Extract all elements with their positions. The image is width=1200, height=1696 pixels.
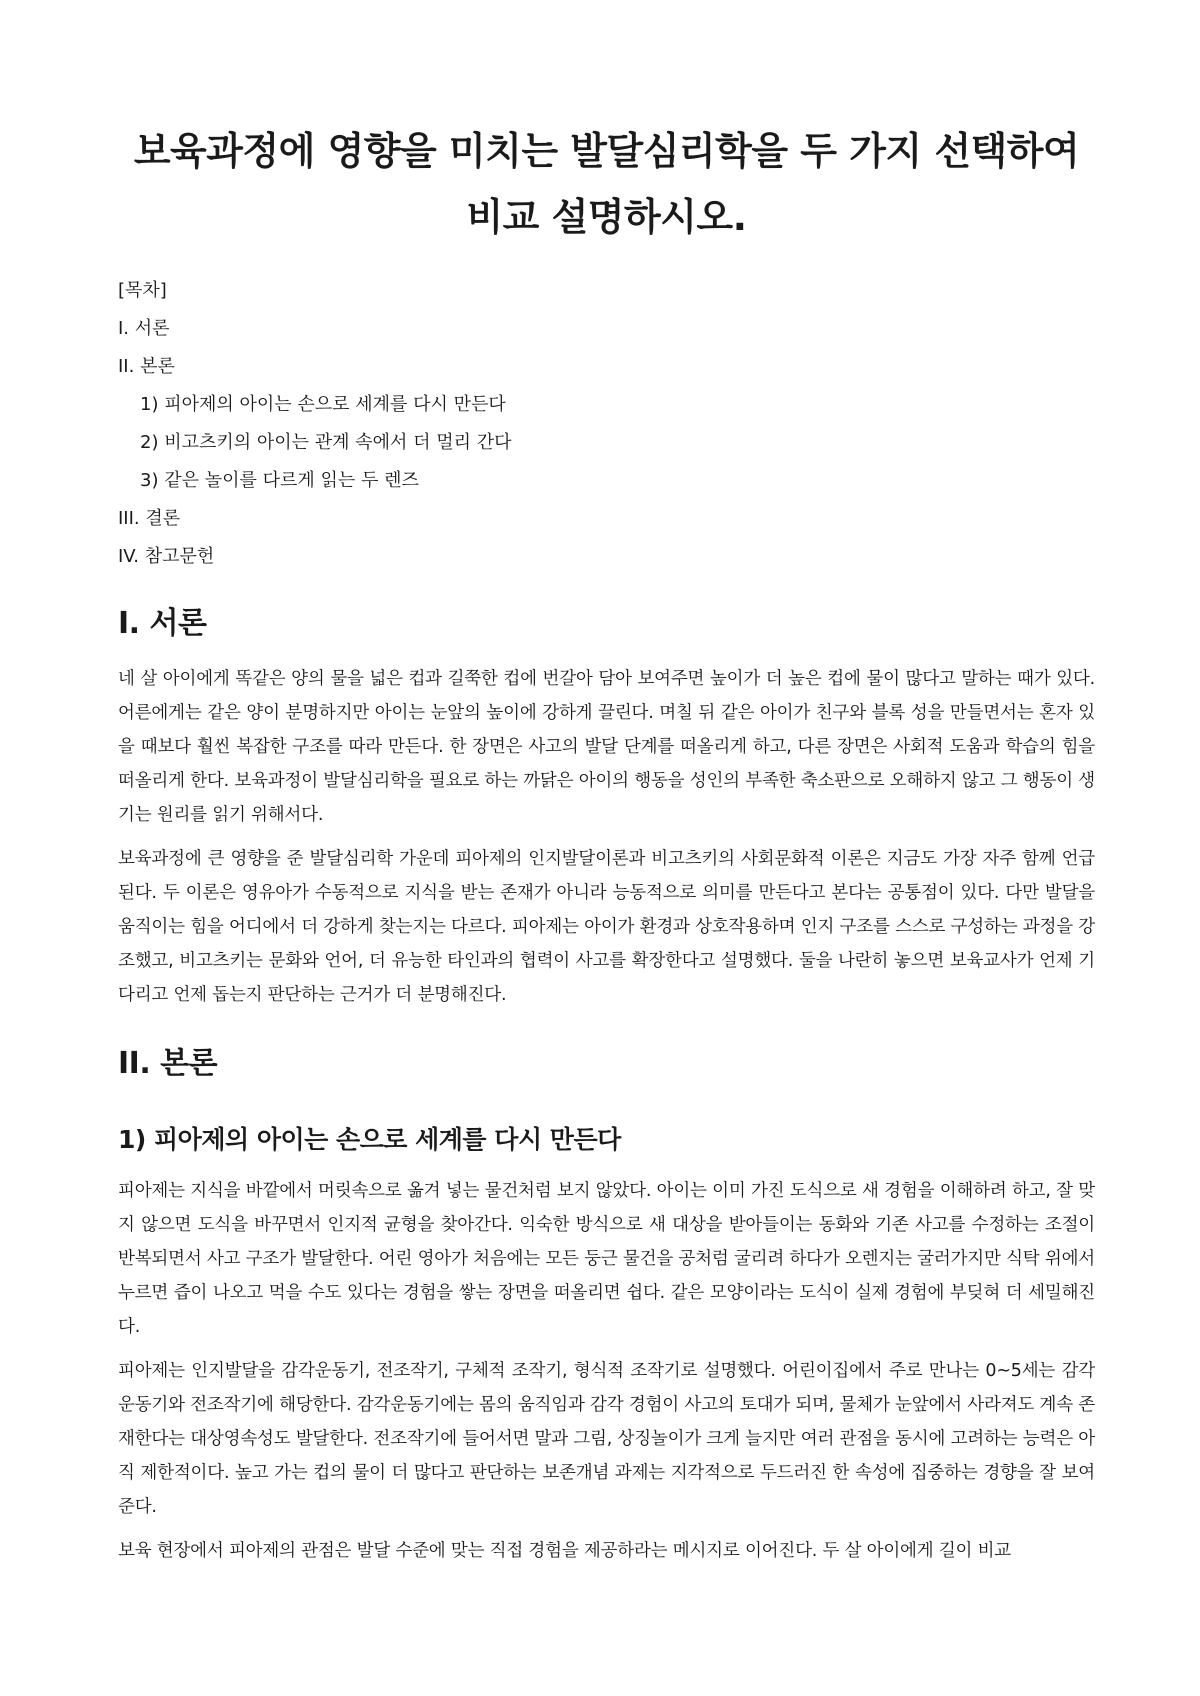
document-title: 보육과정에 영향을 미치는 발달심리학을 두 가지 선택하여 비교 설명하시오. bbox=[133, 129, 1080, 239]
toc-item-body-1: 1) 피아제의 아이는 손으로 세계를 다시 만든다 bbox=[140, 394, 506, 415]
intro-paragraph-1: 네 살 아이에게 똑같은 양의 물을 넓은 컵과 길쭉한 컵에 번갈아 담아 보여주면 높이가 더 높은 컵에 물이 많다고 말하는 때가 있다. 어른에게는 같은 양이 분명하지만 아이는 눈앞의 높이에 강하게 끌린다. 며칠 뒤 같은 아이가 친구와 블록 성을 만들면서는 혼자 있을 때보다 훨씬 복잡한 구조를 따라 만든다. 한 장면은 사고의 발달 단계를 떠올리게 하고, 다른 장면은 사회적 도움과 학습의 힘을 떠올리게 한다. 보육과정이 발달심리학을 필요로 하는 까닭은 아이의 행동을 성인의 부족한 축소판으로 오해하지 않고 그 행동이 생기는 원리를 읽기 위해서다. bbox=[118, 669, 1095, 825]
toc-item-conclusion: III. 결론 bbox=[118, 508, 181, 529]
intro-heading: I. 서론 bbox=[118, 606, 207, 641]
body-section bbox=[118, 1044, 1095, 1568]
toc-item-references: IV. 참고문헌 bbox=[118, 546, 215, 567]
toc-label: [목차] bbox=[118, 280, 167, 301]
body-heading: II. 본론 bbox=[118, 1046, 218, 1081]
table-of-contents bbox=[118, 272, 1095, 576]
intro-paragraph-2: 보육과정에 큰 영향을 준 발달심리학 가운데 피아제의 인지발달이론과 비고츠키의 사회문화적 이론은 지금도 가장 자주 함께 언급된다. 두 이론은 영유아가 수동적으로 지식을 받는 존재가 아니라 능동적으로 의미를 만든다고 본다는 공통점이 있다. 다만 발달을 움직이는 힘을 어디에서 더 강하게 찾는지는 다르다. 피아제는 아이가 환경과 상호작용하며 인지 구조를 스스로 구성하는 과정을 강조했고, 비고츠키는 문화와 언어, 더 유능한 타인과의 협력이 사고를 확장한다고 설명했다. 둘을 나란히 놓으면 보육교사가 언제 기다리고 언제 돕는지 판단하는 근거가 더 분명해진다. bbox=[118, 849, 1095, 1005]
toc-item-intro: I. 서론 bbox=[118, 318, 170, 339]
toc-item-body: II. 본론 bbox=[118, 356, 175, 377]
piaget-subheading: 1) 피아제의 아이는 손으로 세계를 다시 만든다 bbox=[118, 1125, 621, 1154]
piaget-paragraph-3: 보육 현장에서 피아제의 관점은 발달 수준에 맞는 직접 경험을 제공하라는 메시지로 이어진다. 두 살 아이에게 길이 비교 bbox=[118, 1541, 1012, 1561]
toc-item-body-2: 2) 비고츠키의 아이는 관계 속에서 더 멀리 간다 bbox=[140, 432, 512, 453]
intro-section bbox=[118, 604, 1095, 1012]
toc-item-body-3: 3) 같은 놀이를 다르게 읽는 두 렌즈 bbox=[140, 470, 419, 491]
piaget-paragraph-2: 피아제는 인지발달을 감각운동기, 전조작기, 구체적 조작기, 형식적 조작기로 설명했다. 어린이집에서 주로 만나는 0~5세는 감각운동기와 전조작기에 해당한다. 감각운동기에는 몸의 움직임과 감각 경험이 사고의 토대가 되며, 물체가 눈앞에서 사라져도 계속 존재한다는 대상영속성도 발달한다. 전조작기에 들어서면 말과 그림, 상징놀이가 크게 늘지만 여러 관점을 동시에 고려하는 능력은 아직 제한적이다. 높고 가는 컵의 물이 더 많다고 판단하는 보존개념 과제는 지각적으로 두드러진 한 속성에 집중하는 경향을 잘 보여준다. bbox=[118, 1361, 1095, 1517]
piaget-paragraph-1: 피아제는 지식을 바깥에서 머릿속으로 옮겨 넣는 물건처럼 보지 않았다. 아이는 이미 가진 도식으로 새 경험을 이해하려 하고, 잘 맞지 않으면 도식을 바꾸면서 인지적 균형을 찾아간다. 익숙한 방식으로 새 대상을 받아들이는 동화와 기존 사고를 수정하는 조절이 반복되면서 사고 구조가 발달한다. 어린 영아가 처음에는 모든 둥근 물건을 공처럼 굴리려 하다가 오렌지는 굴러가지만 식탁 위에서 누르면 즙이 나오고 먹을 수도 있다는 경험을 쌓는 장면을 떠올리면 쉽다. 같은 모양이라는 도식이 실제 경험에 부딪혀 더 세밀해진다. bbox=[118, 1181, 1095, 1337]
